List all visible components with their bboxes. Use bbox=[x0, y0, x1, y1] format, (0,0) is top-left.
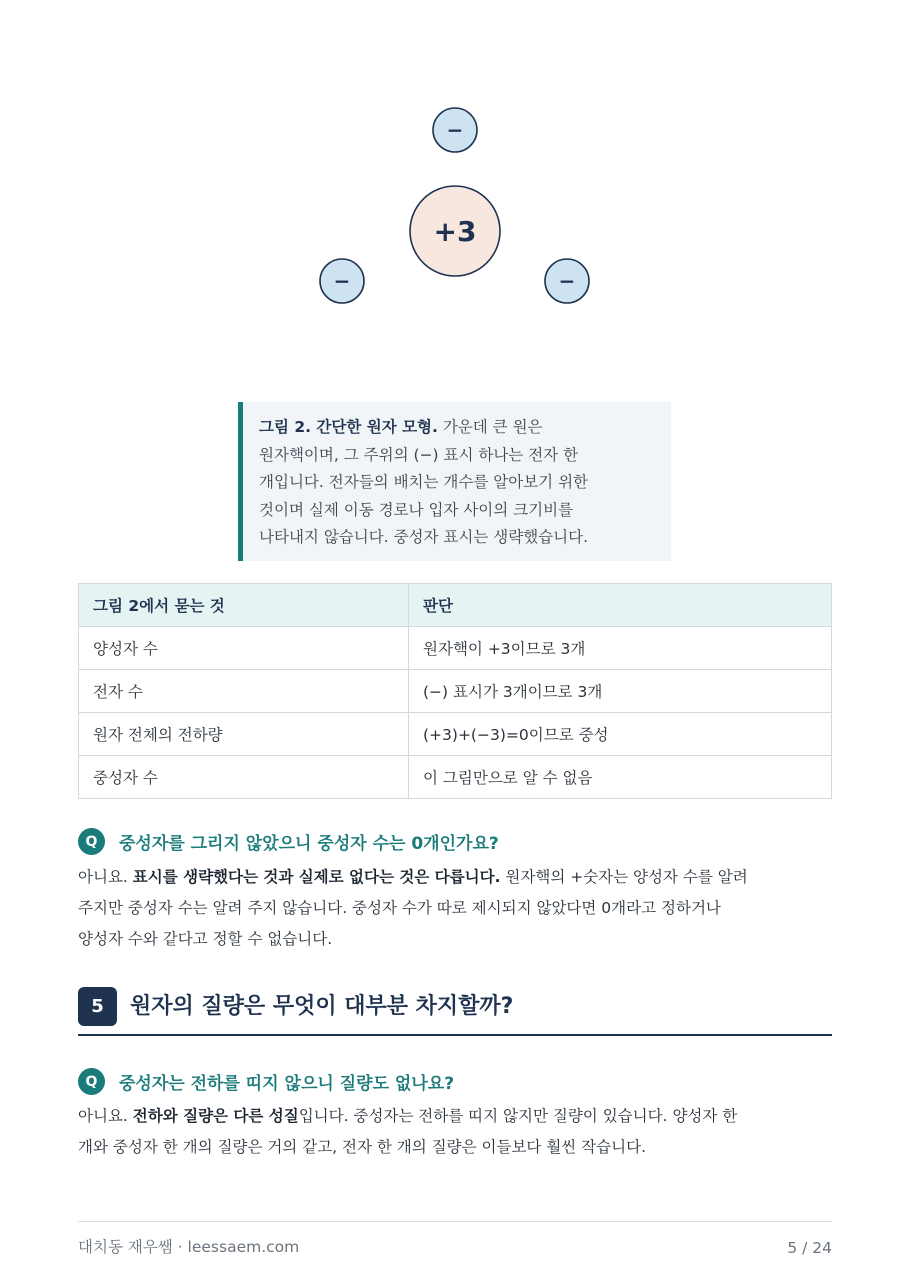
nucleus-charge: +3 bbox=[433, 215, 477, 248]
table-row bbox=[79, 713, 832, 756]
answer-1-emphasis: 표시를 생략했다는 것과 실제로 없다는 것은 다릅니다. bbox=[132, 868, 501, 886]
page-number: 5 / 24 bbox=[787, 1239, 832, 1257]
caption-line-1 bbox=[259, 414, 657, 442]
caption-title: 그림 2. 간단한 원자 모형. bbox=[259, 418, 438, 436]
answer-1-line-1 bbox=[78, 862, 838, 893]
table-cell-judgement: 원자핵이 +3이므로 3개 bbox=[409, 627, 832, 670]
caption-line-4: 것이며 실제 이동 경로나 입자 사이의 크기비를 bbox=[259, 500, 574, 519]
answer-2-start: 아니요. bbox=[78, 1107, 133, 1125]
answer-1-start: 아니요. bbox=[78, 868, 133, 886]
table-cell-question: 중성자 수 bbox=[79, 756, 409, 799]
question-badge: Q bbox=[78, 1068, 105, 1095]
answer-2-emphasis: 전하와 질량은 다른 성질 bbox=[132, 1107, 299, 1125]
table-cell-question: 전자 수 bbox=[79, 670, 409, 713]
answer-1 bbox=[78, 862, 838, 955]
atom-model-figure bbox=[0, 0, 909, 340]
table-row bbox=[79, 627, 832, 670]
answer-1-line-3: 양성자 수와 같다고 정할 수 없습니다. bbox=[78, 930, 333, 948]
table-header-judgement: 판단 bbox=[409, 584, 832, 627]
atom-diagram bbox=[0, 0, 909, 340]
table-cell-judgement: 이 그림만으로 알 수 없음 bbox=[409, 756, 832, 799]
caption-line-5: 나타내지 않습니다. 중성자 표시는 생략했습니다. bbox=[259, 528, 589, 546]
table-cell-judgement: (−) 표시가 3개이므로 3개 bbox=[409, 670, 832, 713]
electron-top-sign: − bbox=[446, 118, 464, 142]
table-header-question: 그림 2에서 묻는 것 bbox=[79, 584, 409, 627]
section-number: 5 bbox=[78, 987, 117, 1026]
footer-site: 대치동 재우쌤 · leessaem.com bbox=[78, 1238, 300, 1256]
answer-2-line-1-end: 입니다. 중성자는 전하를 띠지 않지만 질량이 있습니다. 양성자 한 bbox=[298, 1107, 738, 1125]
answer-2-line-1 bbox=[78, 1101, 838, 1132]
question-2-text: 중성자는 전하를 띠지 않으니 질량도 없나요? bbox=[119, 1074, 455, 1094]
caption-text-1: 가운데 큰 원은 bbox=[437, 418, 543, 436]
answer-2-line-2: 개와 중성자 한 개의 질량은 거의 같고, 전자 한 개의 질량은 이들보다 훨씬 작습니다. bbox=[78, 1138, 647, 1156]
table-cell-question: 양성자 수 bbox=[79, 627, 409, 670]
figure-caption bbox=[238, 402, 671, 561]
electron-right-sign: − bbox=[558, 269, 576, 293]
question-2 bbox=[78, 1068, 454, 1095]
answer-1-line-2: 주지만 중성자 수는 알려 주지 않습니다. 중성자 수가 따로 제시되지 않았다면 0개라고 정하거나 bbox=[78, 899, 721, 917]
answer-1-line-1-end: 원자핵의 +숫자는 양성자 수를 알려 bbox=[500, 868, 748, 886]
question-badge: Q bbox=[78, 828, 105, 855]
caption-line-3: 개입니다. 전자들의 배치는 개수를 알아보기 위한 bbox=[259, 473, 589, 491]
page-footer bbox=[78, 1221, 832, 1257]
table-row bbox=[79, 756, 832, 799]
question-1-text: 중성자를 그리지 않았으니 중성자 수는 0개인가요? bbox=[119, 834, 499, 854]
caption-line-2: 원자핵이며, 그 주위의 (−) 표시 하나는 전자 한 bbox=[259, 445, 579, 464]
answer-2 bbox=[78, 1101, 838, 1163]
table-row bbox=[79, 670, 832, 713]
question-1 bbox=[78, 828, 499, 855]
section-heading bbox=[78, 987, 832, 1036]
figure-questions-table bbox=[78, 583, 832, 799]
table-cell-judgement: (+3)+(−3)=0이므로 중성 bbox=[409, 713, 832, 756]
table-cell-question: 원자 전체의 전하량 bbox=[79, 713, 409, 756]
section-title: 원자의 질량은 무엇이 대부분 차지할까? bbox=[130, 994, 514, 1019]
table-header-row bbox=[79, 584, 832, 627]
electron-left-sign: − bbox=[333, 269, 351, 293]
